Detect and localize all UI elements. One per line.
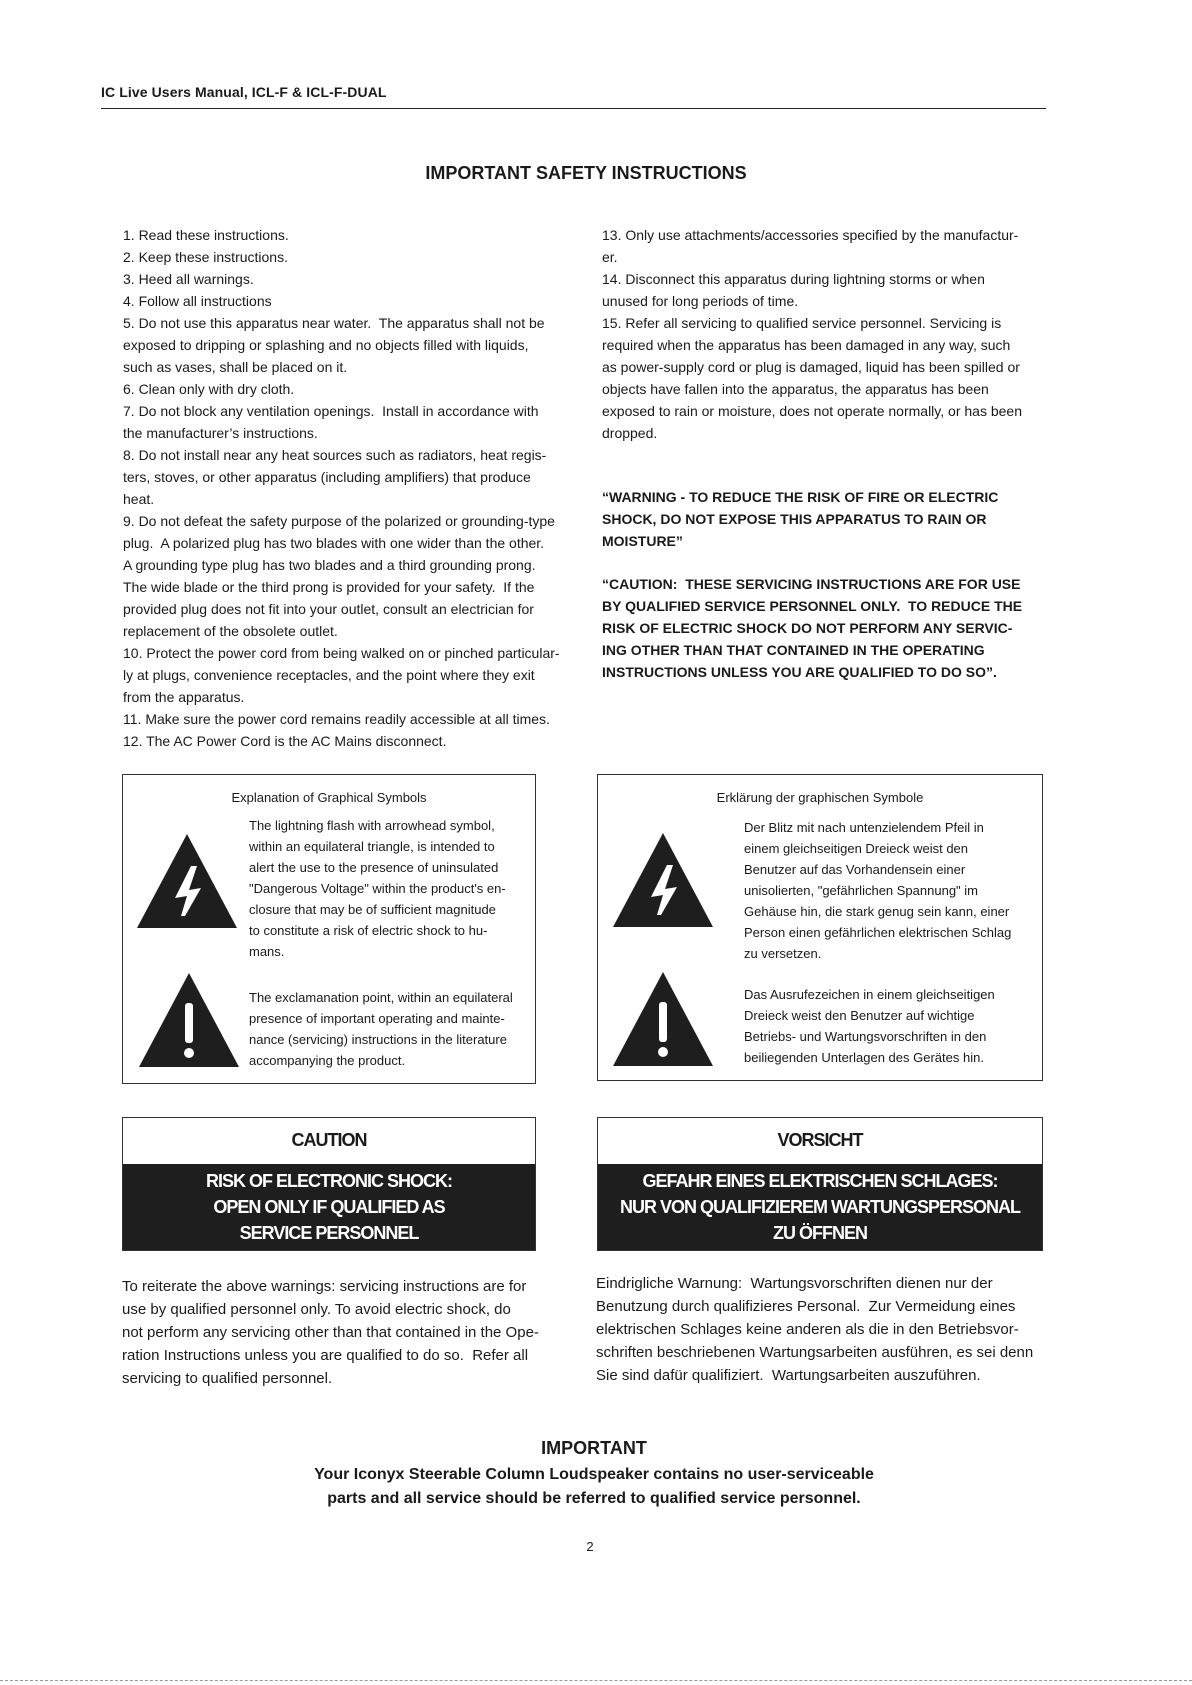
text-line: from the apparatus. xyxy=(123,689,245,705)
text-line: provided plug does not fit into your outlet, consult an electrician for xyxy=(123,601,534,617)
text-line: GEFAHR EINES ELEKTRISCHEN SCHLAGES: xyxy=(642,1171,998,1191)
text-line: as power-supply cord or plug is damaged, liquid has been spilled or xyxy=(602,359,1020,375)
text-line: er. xyxy=(602,249,618,265)
text-line: 4. Follow all instructions xyxy=(123,293,272,309)
reiterate-warning-paragraph-german xyxy=(596,1272,1046,1387)
text-line: 12. The AC Power Cord is the AC Mains disconnect. xyxy=(123,733,447,749)
exclamation-symbol-description xyxy=(249,987,513,1071)
text-line: Benutzung durch qualifizieres Personal. Zur Vermeidung eines xyxy=(596,1298,1016,1315)
text-line: 3. Heed all warnings. xyxy=(123,271,254,287)
lightning-warning-triangle-icon xyxy=(611,831,715,929)
caution-box-message-german xyxy=(598,1164,1042,1250)
text-line: objects have fallen into the apparatus, the apparatus has been xyxy=(602,381,989,397)
text-line: parts and all service should be referred to qualified service personnel. xyxy=(327,1490,861,1507)
text-line: The lightning flash with arrowhead symbol, xyxy=(249,818,495,833)
caution-box-message xyxy=(123,1164,535,1250)
exclamation-symbol-description-german xyxy=(744,984,995,1068)
text-line: A grounding type plug has two blades and a third grounding prong. xyxy=(123,557,536,573)
caution-box-title: CAUTION xyxy=(291,1130,367,1150)
text-line: accompanying the product. xyxy=(249,1053,406,1068)
text-line: use by qualified personnel only. To avoid electric shock, do xyxy=(122,1301,511,1318)
text-line: Benutzer auf das Vorhandensein einer xyxy=(744,862,966,877)
caution-box-title-german: VORSICHT xyxy=(777,1130,863,1150)
text-line: Eindrigliche Warnung: Wartungsvorschriften dienen nur der xyxy=(596,1275,993,1292)
lightning-symbol-description xyxy=(249,815,506,962)
text-line: 9. Do not defeat the safety purpose of the polarized or grounding-type xyxy=(123,513,555,529)
text-line: MOISTURE” xyxy=(602,533,683,549)
text-line: the manufacturer’s instructions. xyxy=(123,425,318,441)
document-header: IC Live Users Manual, ICL-F & ICL-F-DUAL xyxy=(101,84,387,100)
symbols-explanation-box-german xyxy=(597,774,1043,1081)
text-line: zu versetzen. xyxy=(744,946,822,961)
caution-box xyxy=(122,1117,536,1251)
text-line: closure that may be of sufficient magnitude xyxy=(249,902,496,917)
text-line: "Dangerous Voltage" within the product's en- xyxy=(249,881,506,896)
reiterate-warning-paragraph xyxy=(122,1275,542,1390)
page-bottom-edge xyxy=(0,1680,1192,1681)
text-line: 1. Read these instructions. xyxy=(123,227,289,243)
text-line: 15. Refer all servicing to qualified service personnel. Servicing is xyxy=(602,315,1002,331)
text-line: within an equilateral triangle, is intended to xyxy=(249,839,495,854)
caution-box-german xyxy=(597,1117,1043,1251)
text-line: 14. Disconnect this apparatus during lightning storms or when xyxy=(602,271,985,287)
text-line: Der Blitz mit nach untenzielendem Pfeil in xyxy=(744,820,984,835)
text-line: 6. Clean only with dry cloth. xyxy=(123,381,295,397)
text-line: replacement of the obsolete outlet. xyxy=(123,623,338,639)
symbols-box-title-german: Erklärung der graphischen Symbole xyxy=(716,790,924,805)
text-line: servicing to qualified personnel. xyxy=(122,1370,333,1387)
text-line: 7. Do not block any ventilation openings. Install in accordance with xyxy=(123,403,539,419)
text-line: 13. Only use attachments/accessories specified by the manufactur- xyxy=(602,227,1019,243)
text-line: schriften beschriebenen Wartungsarbeiten ausführen, es sei denn xyxy=(596,1344,1034,1361)
warning-notice xyxy=(602,486,1050,552)
text-line: “CAUTION: THESE SERVICING INSTRUCTIONS ARE FOR USE xyxy=(602,576,1021,592)
text-line: exposed to dripping or splashing and no objects filled with liquids, xyxy=(123,337,529,353)
text-line: Person einen gefährlichen elektrischen Schlag xyxy=(744,925,1012,940)
text-line: NUR VON QUALIFIZIEREM WARTUNGSPERSONAL xyxy=(619,1197,1020,1217)
page-title: IMPORTANT SAFETY INSTRUCTIONS xyxy=(425,163,747,183)
text-line: Sie sind dafür qualifiziert. Wartungsarbeiten auszuführen. xyxy=(596,1367,981,1384)
exclamation-warning-triangle-icon xyxy=(137,971,241,1069)
text-line: “WARNING - TO REDUCE THE RISK OF FIRE OR ELECTRIC xyxy=(602,489,999,505)
text-line: unused for long periods of time. xyxy=(602,293,799,309)
text-line: exposed to rain or moisture, does not operate normally, or has been xyxy=(602,403,1022,419)
text-line: Betriebs- und Wartungsvorschriften in den xyxy=(744,1029,987,1044)
text-line: SERVICE PERSONNEL xyxy=(239,1223,419,1243)
text-line: 2. Keep these instructions. xyxy=(123,249,288,265)
text-line: ration Instructions unless you are qualified to do so. Refer all xyxy=(122,1347,529,1364)
text-line: ly at plugs, convenience receptacles, and the point where they exit xyxy=(123,667,535,683)
text-line: required when the apparatus has been damaged in any way, such xyxy=(602,337,1011,353)
text-line: elektrischen Schlages keine anderen als die in den Betriebsvor- xyxy=(596,1321,1019,1338)
text-line: beiliegenden Unterlagen des Gerätes hin. xyxy=(744,1050,984,1065)
header-rule xyxy=(101,108,1046,109)
text-line: The wide blade or the third prong is provided for your safety. If the xyxy=(123,579,535,595)
important-heading: IMPORTANT xyxy=(541,1438,647,1458)
text-line: ING OTHER THAN THAT CONTAINED IN THE OPERATING xyxy=(602,642,985,658)
caution-notice xyxy=(602,573,1050,683)
instructions-list-right xyxy=(602,224,1050,444)
text-line: INSTRUCTIONS UNLESS YOU ARE QUALIFIED TO DO SO”. xyxy=(602,664,997,680)
text-line: 5. Do not use this apparatus near water. The apparatus shall not be xyxy=(123,315,545,331)
text-line: SHOCK, DO NOT EXPOSE THIS APPARATUS TO RAIN OR xyxy=(602,511,987,527)
text-line: such as vases, shall be placed on it. xyxy=(123,359,348,375)
text-line: not perform any servicing other than that contained in the Ope- xyxy=(122,1324,539,1341)
text-line: mans. xyxy=(249,944,285,959)
instructions-list-left xyxy=(123,224,583,752)
lightning-warning-triangle-icon xyxy=(135,832,239,930)
text-line: Das Ausrufezeichen in einem gleichseitigen xyxy=(744,987,995,1002)
text-line: 10. Protect the power cord from being walked on or pinched particular- xyxy=(123,645,560,661)
text-line: Gehäuse hin, die stark genug sein kann, einer xyxy=(744,904,1010,919)
text-line: RISK OF ELECTRONIC SHOCK: xyxy=(205,1171,452,1191)
text-line: ZU ÖFFNEN xyxy=(773,1223,867,1243)
text-line: 8. Do not install near any heat sources such as radiators, heat regis- xyxy=(123,447,547,463)
text-line: presence of important operating and mainte- xyxy=(249,1011,505,1026)
text-line: 11. Make sure the power cord remains readily accessible at all times. xyxy=(123,711,550,727)
text-line: alert the use to the presence of uninsulated xyxy=(249,860,499,875)
text-line: dropped. xyxy=(602,425,658,441)
text-line: OPEN ONLY IF QUALIFIED AS xyxy=(213,1197,445,1217)
text-line: RISK OF ELECTRIC SHOCK DO NOT PERFORM ANY SERVIC- xyxy=(602,620,1013,636)
important-notice xyxy=(0,1463,1188,1511)
text-line: The exclamanation point, within an equilateral xyxy=(249,990,513,1005)
text-line: BY QUALIFIED SERVICE PERSONNEL ONLY. TO REDUCE THE xyxy=(602,598,1023,614)
text-line: heat. xyxy=(123,491,155,507)
text-line: To reiterate the above warnings: servicing instructions are for xyxy=(122,1278,527,1295)
text-line: plug. A polarized plug has two blades with one wider than the other. xyxy=(123,535,545,551)
text-line: Dreieck weist den Benutzer auf wichtige xyxy=(744,1008,975,1023)
lightning-symbol-description-german xyxy=(744,817,1011,964)
exclamation-warning-triangle-icon xyxy=(611,970,715,1068)
page-number: 2 xyxy=(586,1539,594,1554)
text-line: ters, stoves, or other apparatus (including amplifiers) that produce xyxy=(123,469,531,485)
symbols-explanation-box xyxy=(122,774,536,1084)
text-line: einem gleichseitigen Dreieck weist den xyxy=(744,841,969,856)
text-line: to constitute a risk of electric shock to hu- xyxy=(249,923,488,938)
symbols-box-title: Explanation of Graphical Symbols xyxy=(231,790,427,805)
text-line: nance (servicing) instructions in the literature xyxy=(249,1032,507,1047)
text-line: unisolierten, "gefährlichen Spannung" im xyxy=(744,883,978,898)
text-line: Your Iconyx Steerable Column Loudspeaker contains no user-serviceable xyxy=(314,1466,874,1483)
